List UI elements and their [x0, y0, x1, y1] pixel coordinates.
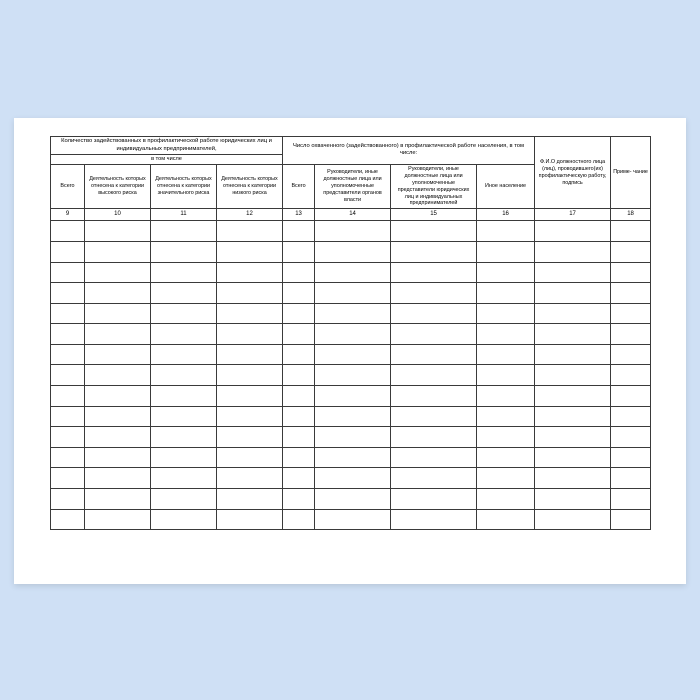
table-cell[interactable] [283, 489, 315, 510]
table-cell[interactable] [315, 303, 391, 324]
table-cell[interactable] [535, 241, 611, 262]
table-row[interactable] [51, 509, 651, 530]
table-cell[interactable] [611, 344, 651, 365]
table-cell[interactable] [477, 468, 535, 489]
table-cell[interactable] [391, 509, 477, 530]
table-row[interactable] [51, 283, 651, 304]
table-cell[interactable] [51, 324, 85, 345]
table-row[interactable] [51, 324, 651, 345]
table-cell[interactable] [611, 262, 651, 283]
table-row[interactable] [51, 489, 651, 510]
table-cell[interactable] [391, 262, 477, 283]
header-legal-entity-officials: Руководители, иные должностные лица или уполномоченные представители юридических лиц и индивидуальных предпринимателей [391, 164, 477, 208]
table-cell[interactable] [535, 447, 611, 468]
table-cell[interactable] [151, 221, 217, 242]
column-number: 15 [391, 209, 477, 221]
table-cell[interactable] [51, 427, 85, 448]
table-cell[interactable] [151, 468, 217, 489]
column-number: 18 [611, 209, 651, 221]
paper-sheet [14, 118, 686, 584]
table-cell[interactable] [217, 447, 283, 468]
table-cell[interactable] [85, 447, 151, 468]
table-cell[interactable] [535, 344, 611, 365]
table-cell[interactable] [151, 509, 217, 530]
table-cell[interactable] [85, 386, 151, 407]
table-cell[interactable] [535, 509, 611, 530]
table-cell[interactable] [391, 489, 477, 510]
table-cell[interactable] [151, 303, 217, 324]
table-cell[interactable] [217, 509, 283, 530]
table-cell[interactable] [217, 489, 283, 510]
table-cell[interactable] [151, 241, 217, 262]
table-cell[interactable] [535, 386, 611, 407]
group-header-population: Число охваченного (задействованного) в профилактической работе населения, в том числе: [283, 137, 535, 165]
header-fio-signature: Ф.И.О должностного лица (лиц), проводившего(их) профилактическую работу, подпись [535, 137, 611, 209]
table-cell[interactable] [85, 427, 151, 448]
table-cell[interactable] [477, 283, 535, 304]
table-cell[interactable] [217, 427, 283, 448]
table-cell[interactable] [391, 365, 477, 386]
table-cell[interactable] [477, 241, 535, 262]
table-cell[interactable] [283, 283, 315, 304]
table-cell[interactable] [217, 221, 283, 242]
table-row[interactable] [51, 365, 651, 386]
table-cell[interactable] [611, 221, 651, 242]
table-cell[interactable] [535, 283, 611, 304]
table-cell[interactable] [85, 262, 151, 283]
table-cell[interactable] [535, 221, 611, 242]
table-cell[interactable] [85, 221, 151, 242]
table-cell[interactable] [535, 324, 611, 345]
table-cell[interactable] [611, 489, 651, 510]
table-cell[interactable] [391, 468, 477, 489]
table-cell[interactable] [217, 303, 283, 324]
column-number: 14 [315, 209, 391, 221]
table-cell[interactable] [611, 324, 651, 345]
table-cell[interactable] [151, 406, 217, 427]
table-cell[interactable] [283, 303, 315, 324]
column-number-row [51, 209, 651, 221]
table-cell[interactable] [477, 447, 535, 468]
table-cell[interactable] [217, 468, 283, 489]
table-cell[interactable] [217, 324, 283, 345]
table-cell[interactable] [611, 427, 651, 448]
table-cell[interactable] [283, 221, 315, 242]
table-row[interactable] [51, 262, 651, 283]
table-cell[interactable] [535, 262, 611, 283]
table-cell[interactable] [151, 365, 217, 386]
table-cell[interactable] [315, 262, 391, 283]
table-cell[interactable] [315, 344, 391, 365]
table-cell[interactable] [391, 406, 477, 427]
table-cell[interactable] [315, 386, 391, 407]
table-cell[interactable] [283, 406, 315, 427]
table-cell[interactable] [85, 365, 151, 386]
table-cell[interactable] [611, 406, 651, 427]
table-cell[interactable] [477, 221, 535, 242]
table-cell[interactable] [217, 365, 283, 386]
table-cell[interactable] [315, 427, 391, 448]
table-cell[interactable] [391, 386, 477, 407]
table-cell[interactable] [315, 468, 391, 489]
table-cell[interactable] [85, 241, 151, 262]
table-cell[interactable] [151, 283, 217, 304]
table-cell[interactable] [535, 489, 611, 510]
table-cell[interactable] [477, 386, 535, 407]
table-cell[interactable] [611, 509, 651, 530]
header-high-risk: Деятельность которых отнесена к категории высокого риска [85, 164, 151, 208]
table-row[interactable] [51, 221, 651, 242]
table-cell[interactable] [283, 468, 315, 489]
table-cell[interactable] [611, 468, 651, 489]
header-total-legal: Всего [51, 164, 85, 208]
table-cell[interactable] [611, 283, 651, 304]
table-cell[interactable] [217, 386, 283, 407]
column-number: 17 [535, 209, 611, 221]
table-cell[interactable] [283, 365, 315, 386]
table-cell[interactable] [391, 303, 477, 324]
subgroup-header-including: в том числе [51, 155, 283, 165]
table-cell[interactable] [151, 489, 217, 510]
table-cell[interactable] [315, 365, 391, 386]
table-cell[interactable] [51, 283, 85, 304]
table-cell[interactable] [283, 509, 315, 530]
table-cell[interactable] [535, 365, 611, 386]
table-cell[interactable] [51, 344, 85, 365]
table-cell[interactable] [477, 427, 535, 448]
table-cell[interactable] [51, 509, 85, 530]
table-cell[interactable] [217, 262, 283, 283]
column-number: 11 [151, 209, 217, 221]
table-cell[interactable] [51, 241, 85, 262]
column-number: 16 [477, 209, 535, 221]
table-cell[interactable] [477, 344, 535, 365]
header-other-population: Иное население [477, 164, 535, 208]
table-cell[interactable] [85, 468, 151, 489]
table-body [51, 221, 651, 530]
table-cell[interactable] [51, 447, 85, 468]
table-cell[interactable] [611, 386, 651, 407]
table-cell[interactable] [283, 241, 315, 262]
form-table-container [50, 136, 650, 530]
group-header-legal-entities: Количество задействованных в профилактической работе юридических лиц и индивидуальных предпринимателей, [51, 137, 283, 155]
table-row[interactable] [51, 427, 651, 448]
header-note: Приме- чание [611, 137, 651, 209]
table-cell[interactable] [51, 262, 85, 283]
column-number: 12 [217, 209, 283, 221]
table-cell[interactable] [51, 406, 85, 427]
table-cell[interactable] [315, 221, 391, 242]
header-total-population: Всего [283, 164, 315, 208]
table-cell[interactable] [315, 489, 391, 510]
table-cell[interactable] [315, 406, 391, 427]
header-significant-risk: Деятельность которых отнесена к категории значительного риска [151, 164, 217, 208]
table-cell[interactable] [391, 324, 477, 345]
table-row[interactable] [51, 344, 651, 365]
header-authority-officials: Руководители, иные должностные лица или уполномоченные представители органов власти [315, 164, 391, 208]
table-cell[interactable] [85, 283, 151, 304]
table-cell[interactable] [85, 303, 151, 324]
table-cell[interactable] [535, 427, 611, 448]
table-cell[interactable] [315, 509, 391, 530]
table-cell[interactable] [611, 303, 651, 324]
table-cell[interactable] [51, 365, 85, 386]
table-cell[interactable] [535, 468, 611, 489]
table-cell[interactable] [51, 221, 85, 242]
table-cell[interactable] [477, 324, 535, 345]
table-cell[interactable] [611, 365, 651, 386]
table-cell[interactable] [85, 406, 151, 427]
table-cell[interactable] [217, 283, 283, 304]
table-cell[interactable] [477, 489, 535, 510]
table-cell[interactable] [477, 303, 535, 324]
header-group-row [51, 137, 651, 155]
table-cell[interactable] [283, 344, 315, 365]
table-cell[interactable] [283, 324, 315, 345]
table-cell[interactable] [151, 447, 217, 468]
table-cell[interactable] [217, 241, 283, 262]
table-cell[interactable] [51, 468, 85, 489]
column-number: 9 [51, 209, 85, 221]
table-cell[interactable] [283, 427, 315, 448]
table-cell[interactable] [85, 324, 151, 345]
table-cell[interactable] [51, 386, 85, 407]
table-cell[interactable] [477, 262, 535, 283]
table-cell[interactable] [315, 241, 391, 262]
table-cell[interactable] [151, 344, 217, 365]
table-cell[interactable] [217, 344, 283, 365]
table-row[interactable] [51, 303, 651, 324]
table-row[interactable] [51, 447, 651, 468]
table-cell[interactable] [391, 221, 477, 242]
table-cell[interactable] [391, 241, 477, 262]
table-row[interactable] [51, 386, 651, 407]
table-cell[interactable] [315, 447, 391, 468]
table-cell[interactable] [315, 283, 391, 304]
table-cell[interactable] [535, 303, 611, 324]
table-cell[interactable] [85, 489, 151, 510]
table-row[interactable] [51, 241, 651, 262]
table-cell[interactable] [151, 427, 217, 448]
table-cell[interactable] [391, 447, 477, 468]
table-row[interactable] [51, 406, 651, 427]
table-cell[interactable] [315, 324, 391, 345]
table-cell[interactable] [85, 344, 151, 365]
table-cell[interactable] [85, 509, 151, 530]
table-cell[interactable] [391, 344, 477, 365]
column-number: 10 [85, 209, 151, 221]
table-cell[interactable] [477, 509, 535, 530]
column-number: 13 [283, 209, 315, 221]
table-cell[interactable] [391, 427, 477, 448]
table-cell[interactable] [283, 447, 315, 468]
table-cell[interactable] [535, 406, 611, 427]
table-row[interactable] [51, 468, 651, 489]
table-cell[interactable] [477, 365, 535, 386]
table-cell[interactable] [611, 447, 651, 468]
table-cell[interactable] [151, 324, 217, 345]
table-cell[interactable] [151, 262, 217, 283]
table-cell[interactable] [151, 386, 217, 407]
table-cell[interactable] [391, 283, 477, 304]
registry-table [50, 136, 651, 530]
table-cell[interactable] [217, 406, 283, 427]
table-cell[interactable] [51, 303, 85, 324]
table-cell[interactable] [611, 241, 651, 262]
table-cell[interactable] [51, 489, 85, 510]
table-cell[interactable] [477, 406, 535, 427]
table-cell[interactable] [283, 262, 315, 283]
table-cell[interactable] [283, 386, 315, 407]
header-low-risk: Деятельность которых отнесена к категории низкого риска [217, 164, 283, 208]
